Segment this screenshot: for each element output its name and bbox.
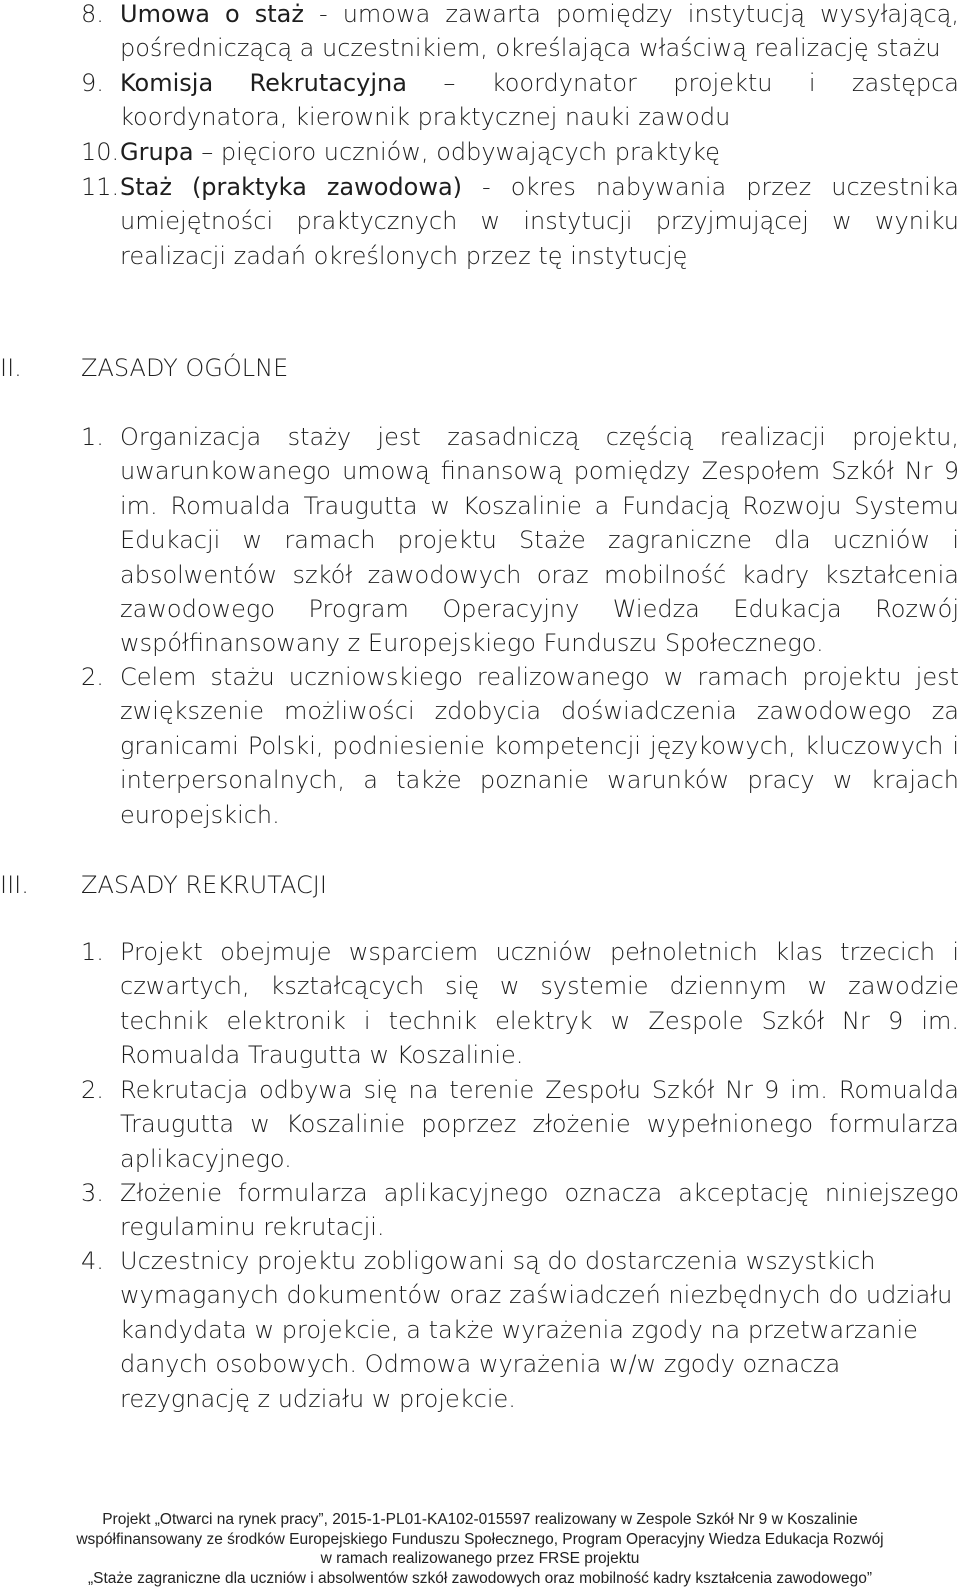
footer-line: Projekt „Otwarci na rynek pracy”, 2015-1-PL01-KA102-015597 realizowany w Zespole Szkół Nr 9 w Koszalinie — [102, 1511, 858, 1528]
item-text: Organizacja staży jest zasadniczą częścią realizacji projektu, uwarunkowanego umową finansową pomiędzy Zespołem Szkół Nr 9 im. Romualda Traugutta w Koszalinie a Fundacją Rozwoju Systemu Edukacji w ramach projektu Staże zagraniczne dla uczniów i absolwentów szkół zawodowych oraz mobilność kadry kształcenia zawodowego Program Operacyjny Wiedza Edukacja Rozwój współfinansowany z Europejskiego Funduszu Społecznego. — [120, 423, 959, 658]
item-text: Złożenie formularza aplikacyjnego oznacza akceptację niniejszego regulaminu rekrutacji. — [120, 1179, 959, 1242]
definition-item — [81, 66, 959, 135]
footer-line: współfinansowany ze środków Europejskiego Funduszu Społecznego, Program Operacyjny Wiedza Edukacja Rozwój — [76, 1530, 884, 1548]
list-item — [81, 935, 959, 1073]
section-number: II. — [0, 354, 22, 382]
section-title: ZASADY REKRUTACJI — [81, 871, 327, 899]
item-number: 4. — [81, 1247, 104, 1275]
item-number: 2. — [81, 1076, 104, 1104]
item-number: 2. — [81, 663, 104, 691]
section-title: ZASADY OGÓLNE — [81, 354, 289, 382]
item-text: Projekt obejmuje wsparciem uczniów pełnoletnich klas trzecich i czwartych, kształcących się w systemie dziennym w zawodzie technik elektronik i technik elektryk w Zespole Szkół Nr 9 im. Romualda Traugutta w Koszalinie. — [120, 938, 959, 1070]
item-number: 3. — [81, 1179, 104, 1207]
definition-text: - okres nabywania przez uczestnika umiejętności praktycznych w instytucji przyjmującej w wyniku realizacji zadań określonych przez tę instytucję — [120, 173, 959, 270]
list-item — [81, 660, 959, 832]
item-number: 8. — [81, 0, 104, 28]
definition-text: – koordynator projektu i zastępca koordynatora, kierownik praktycznej nauki zawodu — [120, 69, 959, 132]
item-number: 9. — [81, 69, 104, 97]
definition-item — [81, 0, 959, 66]
list-item — [81, 1176, 959, 1245]
item-text: Rekrutacja odbywa się na terenie Zespołu Szkół Nr 9 im. Romualda Traugutta w Koszalinie poprzez złożenie wypełnionego formularza aplikacyjnego. — [120, 1076, 959, 1173]
item-number: 10. — [81, 138, 120, 166]
definition-text: - umowa zawarta pomiędzy instytucją wysyłającą, pośredniczącą a uczestnikiem, określająca właściwą realizację stażu — [120, 0, 960, 63]
page-footer — [0, 1510, 960, 1588]
list-item — [81, 1073, 959, 1176]
definition-item — [81, 170, 959, 273]
footer-line: w ramach realizowanego przez FRSE projektu — [320, 1550, 640, 1568]
item-text: Celem stażu uczniowskiego realizowanego w ramach projektu jest zwiększenie możliwości zdobycia doświadczenia zawodowego za granicami Polski, podniesienie kompetencji językowych, kluczowych i interpersonalnych, a także poznanie warunków pracy w krajach europejskich. — [120, 663, 959, 829]
list-item — [81, 1244, 959, 1416]
item-number: 11. — [81, 173, 120, 201]
definition-term: Komisja Rekrutacyjna — [120, 69, 407, 97]
definition-item — [81, 135, 959, 169]
item-number: 1. — [81, 938, 104, 966]
item-text: Uczestnicy projektu zobligowani są do dostarczenia wszystkich wymaganych dokumentów oraz zaświadczeń niezbędnych do udziału kandydata w projekcie, a także wyrażenia zgody na przetwarzanie danych osobowych. Odmowa wyrażenia w/w zgody oznacza rezygnację z udziału w projekcie. — [120, 1247, 953, 1413]
item-number: 1. — [81, 423, 104, 451]
list-item — [81, 420, 959, 661]
definition-text: – pięcioro uczniów, odbywających praktykę — [193, 138, 720, 166]
section-number: III. — [0, 871, 29, 899]
definition-term: Umowa o staż — [120, 0, 304, 28]
definition-term: Grupa — [120, 138, 194, 166]
footer-line: „Staże zagraniczne dla uczniów i absolwentów szkół zawodowych oraz mobilność kadry kształcenia zawodowego” — [88, 1569, 872, 1587]
definition-term: Staż (praktyka zawodowa) — [120, 173, 463, 201]
